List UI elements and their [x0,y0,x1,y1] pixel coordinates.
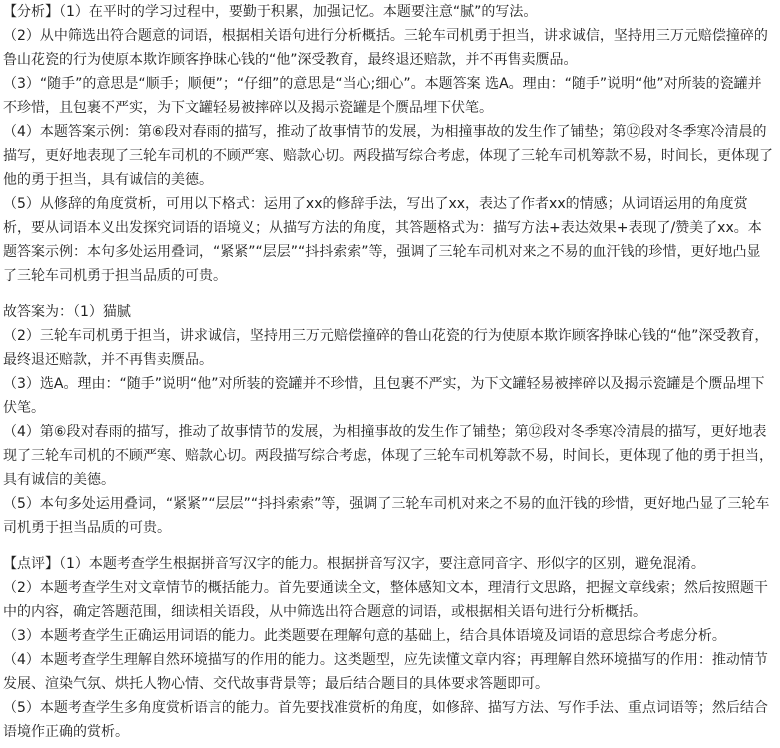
comment-item-4: （4）本题考查学生理解自然环境描写的作用的能力。这类题型，应先读懂文章内容；再理解自然环境描写的作用：推动情节发展、渲染气氛、烘托人物心情、交代故事背景等；最后结合题目的具体要求答题即可。 [3,652,768,692]
section-spacer [3,540,774,552]
comment-section [3,552,774,744]
answer-item-4: （4）第⑥段对春雨的描写，推动了故事情节的发展，为相撞事故的发生作了铺垫；第⑫段对冬季寒冷清晨的描写，更好地表现了三轮车司机的不顾严寒、赔款心切。两段描写综合考虑，体现了三轮车司机筹款不易，时间长，更体现了他的勇于担当，具有诚信的美德。 [3,424,773,488]
section-spacer [3,288,774,300]
comment-item-3: （3）本题考查学生正确运用词语的能力。此类题要在理解句意的基础上，结合具体语境及词语的意思综合考虑分析。 [3,628,726,644]
analysis-item-1: 【分析】（1）在平时的学习过程中，要勤于积累，加强记忆。本题要注意“腻”的写法。 [3,4,538,20]
answer-item-3: （3）选A。理由：“随手”说明“他”对所装的瓷罐并不珍惜，且包裹不严实，为下文罐轻易被摔碎以及揭示瓷罐是个赝品埋下伏笔。 [3,376,765,416]
analysis-item-4: （4）本题答案示例：第⑥段对春雨的描写，推动了故事情节的发展，为相撞事故的发生作了铺垫；第⑫段对冬季寒冷清晨的描写，更好地表现了三轮车司机的不顾严寒、赔款心切。两段描写综合考虑，体现了三轮车司机筹款不易，时间长，更体现了他的勇于担当，具有诚信的美德。 [3,124,773,188]
comment-item-1: 【点评】（1）本题考查学生根据拼音写汉字的能力。根据拼音写汉字，要注意同音字、形似字的区别，避免混淆。 [3,556,705,572]
comment-item-2: （2）本题考查学生对文章情节的概括能力。首先要通读全文，整体感知文本，理清行文思路，把握文章线索；然后按照题干中的内容，确定答题范围，细读相关语段，从中筛选出符合题意的词语，或根据相关语句进行分析概括。 [3,580,768,620]
analysis-item-3: （3）“随手”的意思是“顺手；顺便”；“仔细”的意思是“当心;细心”。本题答案 选A。理由：“随手”说明“他”对所装的瓷罐并不珍惜，且包裹不严实，为下文罐轻易被摔碎以及揭示瓷罐是个赝品埋下伏笔。 [3,76,762,116]
answer-item-5: （5）本句多处运用叠词，“紧紧”“层层”“抖抖索索”等，强调了三轮车司机对来之不易的血汗钱的珍惜，更好地凸显了三轮车司机勇于担当品质的可贵。 [3,496,770,536]
comment-item-5: （5）本题考查学生多角度赏析语言的能力。首先要找准赏析的角度，如修辞、描写方法、写作手法、重点词语等；然后结合语境作正确的赏析。 [3,700,768,740]
answer-item-1: 故答案为：（1）猫腻 [3,304,131,320]
analysis-item-2: （2）从中筛选出符合题意的词语，根据相关语句进行分析概括。三轮车司机勇于担当，讲求诚信，坚持用三万元赔偿撞碎的鲁山花瓷的行为使原本欺诈顾客挣昧心钱的“他”深受教育，最终退还赔款，并不再售卖赝品。 [3,28,768,68]
answer-item-2: （2）三轮车司机勇于担当，讲求诚信，坚持用三万元赔偿撞碎的鲁山花瓷的行为使原本欺诈顾客挣昧心钱的“他”深受教育，最终退还赔款，并不再售卖赝品。 [3,328,769,368]
analysis-item-5: （5）从修辞的角度赏析，可用以下格式：运用了xx的修辞手法，写出了xx，表达了作者xx的情感；从词语运用的角度赏析，要从词语本义出发探究词语的语境义；从描写方法的角度，其答题格式为：描写方法+表达效果+表现了/赞美了xx。本题答案示例：本句多处运用叠词，“紧紧”“层层”“抖抖索索”等，强调了三轮车司机对来之不易的血汗钱的珍惜，更好地凸显了三轮车司机勇于担当品质的可贵。 [3,196,762,284]
answer-section [3,300,774,540]
analysis-section [3,0,774,288]
